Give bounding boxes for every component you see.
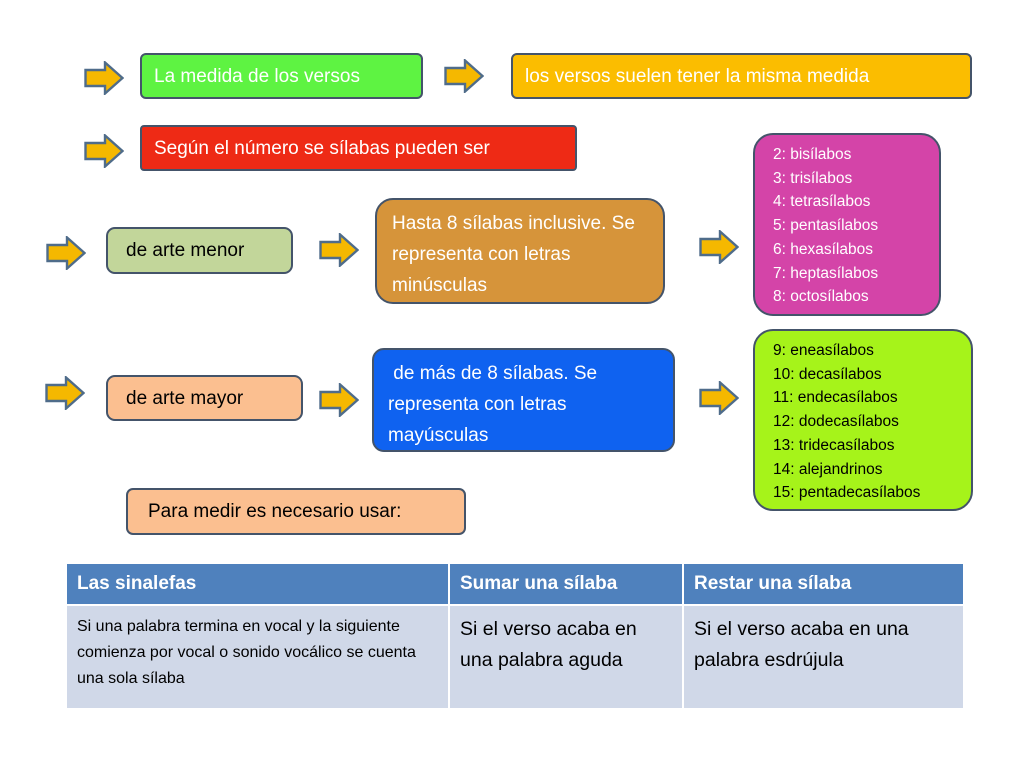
list-item: 2: bisílabos — [773, 146, 852, 163]
arte-menor-label: de arte menor — [126, 240, 245, 261]
table-header: Sumar una sílaba — [449, 563, 683, 605]
para-medir-box — [126, 488, 466, 535]
arrow-right-icon — [45, 376, 85, 410]
para-medir-label: Para medir es necesario usar: — [148, 501, 402, 522]
table-row — [66, 605, 964, 709]
arte-mayor-list-box — [753, 329, 973, 511]
table-header: Restar una sílaba — [683, 563, 964, 605]
table-header-row — [66, 563, 964, 605]
list-item: 7: heptasílabos — [773, 264, 879, 282]
arte-mayor-description-box — [372, 348, 675, 452]
arte-menor-description-box — [375, 198, 665, 304]
same-measure-box — [511, 53, 972, 99]
arte-mayor-description: de más de 8 sílabas. Se representa con letras mayúsculas — [388, 363, 603, 446]
arte-menor-list-box — [753, 133, 941, 316]
list-item: 14: alejandrinos — [773, 460, 883, 478]
list-item: 11: endecasílabos — [773, 389, 898, 407]
list-item: 15: pentadecasílabos — [773, 484, 921, 502]
list-item: 4: tetrasílabos — [773, 193, 871, 211]
arrow-right-icon — [84, 134, 124, 168]
list-item: 13: tridecasílabos — [773, 436, 895, 454]
arte-mayor-label: de arte mayor — [126, 388, 244, 409]
arte-menor-description: Hasta 8 sílabas inclusive. Se representa con letras minúsculas — [392, 213, 635, 296]
list-item: 10: decasílabos — [773, 365, 882, 383]
list-item: 9: eneasílabos — [773, 342, 874, 359]
arte-menor-box — [106, 227, 293, 274]
syllable-count-box — [140, 125, 577, 171]
list-item: 12: dodecasílabos — [773, 413, 899, 431]
list-item: 3: trisílabos — [773, 169, 853, 187]
arte-mayor-box — [106, 375, 303, 421]
arrow-right-icon — [699, 230, 739, 264]
measure-of-verses-label: La medida de los versos — [154, 66, 360, 87]
list-item: 8: octosílabos — [773, 288, 869, 306]
measure-of-verses-box — [140, 53, 423, 99]
arrow-right-icon — [699, 381, 739, 415]
arrow-right-icon — [319, 383, 359, 417]
table-cell: Si el verso acaba en una palabra aguda — [449, 605, 683, 709]
list-item: 6: hexasílabos — [773, 240, 873, 258]
arrow-right-icon — [444, 59, 484, 93]
table-cell: Si el verso acaba en una palabra esdrújula — [683, 605, 964, 709]
arrow-right-icon — [84, 61, 124, 95]
list-item: 5: pentasílabos — [773, 217, 879, 235]
syllable-rules-table — [65, 562, 965, 710]
arrow-right-icon — [319, 233, 359, 267]
table-cell: Si una palabra termina en vocal y la siguiente comienza por vocal o sonido vocálico se cuenta una sola sílaba — [66, 605, 449, 709]
arrow-right-icon — [46, 236, 86, 270]
syllable-count-label: Según el número se sílabas pueden ser — [154, 138, 490, 159]
same-measure-label: los versos suelen tener la misma medida — [525, 66, 870, 87]
table-header: Las sinalefas — [66, 563, 449, 605]
